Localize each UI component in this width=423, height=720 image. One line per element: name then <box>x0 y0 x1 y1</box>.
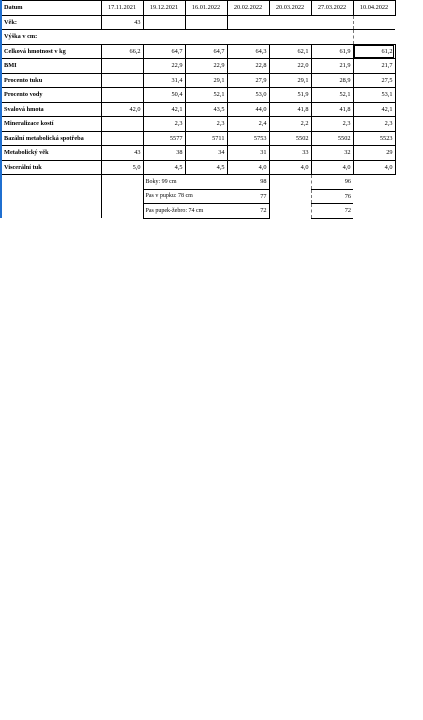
value-cell[interactable]: 43 <box>101 15 143 30</box>
value-cell[interactable]: 4,5 <box>185 160 227 175</box>
value-cell[interactable]: 4,0 <box>227 160 269 175</box>
table-row <box>1 15 395 30</box>
value-cell[interactable]: 33 <box>269 146 311 161</box>
date-cell[interactable]: 19.12.2021 <box>143 1 185 16</box>
table-row <box>1 88 395 103</box>
value-cell[interactable] <box>101 131 143 146</box>
value-cell[interactable]: 29,1 <box>185 73 227 88</box>
value-cell[interactable] <box>143 30 185 45</box>
value-cell[interactable]: 53,0 <box>227 88 269 103</box>
value-cell[interactable]: 5711 <box>185 131 227 146</box>
row-label[interactable]: Výška v cm: <box>1 30 101 45</box>
notes-row <box>1 175 395 190</box>
spreadsheet <box>0 0 423 219</box>
row-label[interactable]: Mineralizace kostí <box>1 117 101 132</box>
value-cell[interactable]: 62,1 <box>269 44 311 59</box>
value-cell[interactable] <box>143 15 185 30</box>
value-cell[interactable]: 5,0 <box>101 160 143 175</box>
value-cell[interactable] <box>185 15 227 30</box>
date-cell[interactable]: 10.04.2022 <box>353 1 395 16</box>
date-cell[interactable]: 20.02.2022 <box>227 1 269 16</box>
value-cell[interactable]: 50,4 <box>143 88 185 103</box>
table-row <box>1 146 395 161</box>
value-cell[interactable]: 27,9 <box>227 73 269 88</box>
value-cell[interactable]: 2,3 <box>311 117 353 132</box>
value-cell[interactable] <box>227 15 269 30</box>
value-cell[interactable]: 4,0 <box>269 160 311 175</box>
value-cell[interactable] <box>101 59 143 74</box>
note-value[interactable]: 72 <box>311 204 353 219</box>
table-row <box>1 73 395 88</box>
value-cell[interactable] <box>227 30 269 45</box>
measurements-table <box>0 0 396 219</box>
value-cell[interactable] <box>353 30 395 45</box>
value-cell[interactable]: 2,3 <box>353 117 395 132</box>
value-cell[interactable] <box>353 15 395 30</box>
note-value[interactable]: 76 <box>311 189 353 204</box>
header-row <box>1 1 395 16</box>
note-label[interactable]: Boky: 99 cm <box>143 175 227 190</box>
row-label[interactable]: Viscerální tuk <box>1 160 101 175</box>
row-label[interactable]: Svalová hmota <box>1 102 101 117</box>
row-label[interactable]: Celková hmotnost v kg <box>1 44 101 59</box>
date-cell[interactable]: 27.03.2022 <box>311 1 353 16</box>
notes-row <box>1 204 395 219</box>
table-row <box>1 102 395 117</box>
row-label[interactable]: BMI <box>1 59 101 74</box>
value-cell[interactable]: 31,4 <box>143 73 185 88</box>
value-cell[interactable] <box>101 73 143 88</box>
selected-cell[interactable]: 61,2 <box>353 44 395 59</box>
value-cell[interactable] <box>269 15 311 30</box>
value-cell[interactable]: 64,7 <box>143 44 185 59</box>
note-value[interactable]: 77 <box>227 189 269 204</box>
value-cell[interactable]: 52,1 <box>185 88 227 103</box>
row-label[interactable]: Procento vody <box>1 88 101 103</box>
value-cell[interactable]: 5753 <box>227 131 269 146</box>
value-cell[interactable]: 52,1 <box>311 88 353 103</box>
table-row <box>1 44 395 59</box>
row-label[interactable]: Věk: <box>1 15 101 30</box>
value-cell[interactable]: 22,9 <box>185 59 227 74</box>
row-label[interactable]: Metabolický věk <box>1 146 101 161</box>
value-cell[interactable]: 31 <box>227 146 269 161</box>
value-cell[interactable] <box>269 30 311 45</box>
note-value[interactable]: 96 <box>311 175 353 190</box>
value-cell[interactable] <box>101 117 143 132</box>
note-label[interactable]: Pas v pupku: 78 cm <box>143 189 227 204</box>
value-cell[interactable]: 4,5 <box>143 160 185 175</box>
value-cell[interactable]: 5502 <box>311 131 353 146</box>
notes-row <box>1 189 395 204</box>
value-cell[interactable]: 22,8 <box>227 59 269 74</box>
value-cell[interactable]: 2,3 <box>185 117 227 132</box>
value-cell[interactable]: 53,1 <box>353 88 395 103</box>
table-row <box>1 117 395 132</box>
note-label[interactable]: Pas pupek-žebro: 74 cm <box>143 204 227 219</box>
value-cell[interactable]: 22,0 <box>269 59 311 74</box>
value-cell[interactable] <box>311 30 353 45</box>
value-cell[interactable] <box>101 30 143 45</box>
value-cell[interactable]: 42,1 <box>353 102 395 117</box>
note-value[interactable]: 72 <box>227 204 269 219</box>
value-cell[interactable]: 2,4 <box>227 117 269 132</box>
value-cell[interactable]: 29 <box>353 146 395 161</box>
value-cell[interactable] <box>311 15 353 30</box>
value-cell[interactable]: 43 <box>101 146 143 161</box>
value-cell[interactable]: 29,1 <box>269 73 311 88</box>
value-cell[interactable]: 27,5 <box>353 73 395 88</box>
value-cell[interactable]: 21,9 <box>311 59 353 74</box>
value-cell[interactable]: 51,9 <box>269 88 311 103</box>
value-cell[interactable]: 4,0 <box>353 160 395 175</box>
value-cell[interactable]: 2,2 <box>269 117 311 132</box>
value-cell[interactable]: 42,1 <box>143 102 185 117</box>
note-value[interactable]: 98 <box>227 175 269 190</box>
value-cell[interactable]: 5502 <box>269 131 311 146</box>
row-label[interactable]: Bazální metabolická spotřeba <box>1 131 101 146</box>
value-cell[interactable]: 41,8 <box>269 102 311 117</box>
value-cell[interactable]: 44,0 <box>227 102 269 117</box>
value-cell[interactable]: 41,8 <box>311 102 353 117</box>
value-cell[interactable]: 66,2 <box>101 44 143 59</box>
value-cell[interactable]: 32 <box>311 146 353 161</box>
row-label[interactable]: Procento tuku <box>1 73 101 88</box>
value-cell[interactable]: 42,0 <box>101 102 143 117</box>
value-cell[interactable]: 5523 <box>353 131 395 146</box>
value-cell[interactable]: 64,3 <box>227 44 269 59</box>
value-cell[interactable]: 22,9 <box>143 59 185 74</box>
value-cell[interactable]: 43,5 <box>185 102 227 117</box>
value-cell[interactable] <box>185 30 227 45</box>
table-row <box>1 131 395 146</box>
table-row <box>1 30 395 45</box>
value-cell[interactable]: 21,7 <box>353 59 395 74</box>
table-row <box>1 59 395 74</box>
date-cell[interactable]: 20.03.2022 <box>269 1 311 16</box>
table-row <box>1 160 395 175</box>
date-cell[interactable]: 16.01.2022 <box>185 1 227 16</box>
header-label[interactable]: Datum <box>1 1 101 16</box>
value-cell[interactable]: 38 <box>143 146 185 161</box>
value-cell[interactable] <box>101 88 143 103</box>
value-cell[interactable]: 2,3 <box>143 117 185 132</box>
value-cell[interactable]: 5577 <box>143 131 185 146</box>
value-cell[interactable]: 64,7 <box>185 44 227 59</box>
value-cell[interactable]: 61,9 <box>311 44 353 59</box>
value-cell[interactable]: 34 <box>185 146 227 161</box>
date-cell[interactable]: 17.11.2021 <box>101 1 143 16</box>
value-cell[interactable]: 28,9 <box>311 73 353 88</box>
value-cell[interactable]: 4,0 <box>311 160 353 175</box>
